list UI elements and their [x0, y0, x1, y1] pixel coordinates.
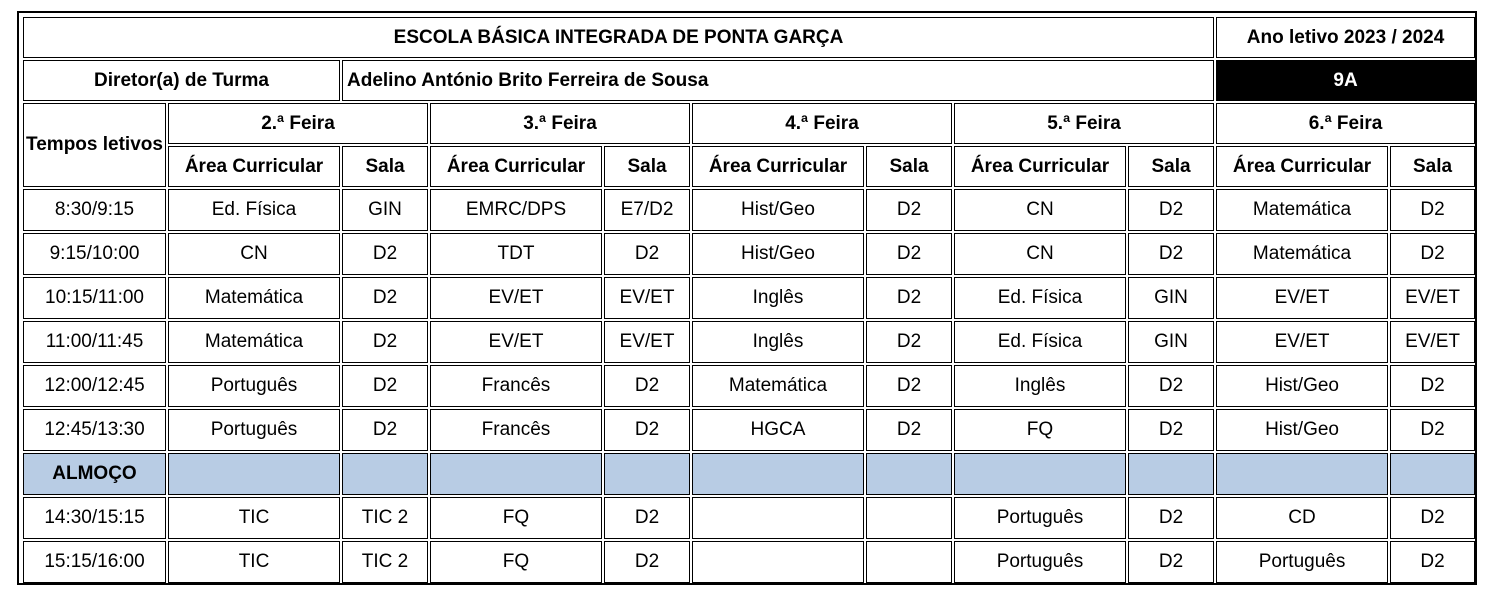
room-cell	[1390, 453, 1475, 495]
subject-cell: FQ	[430, 497, 602, 539]
day-header: 3.ª Feira	[430, 103, 690, 144]
room-cell: EV/ET	[604, 321, 690, 363]
day-header: 4.ª Feira	[692, 103, 952, 144]
subject-cell: CN	[954, 189, 1126, 231]
room-header: Sala	[342, 146, 428, 187]
room-cell: GIN	[1128, 321, 1214, 363]
room-cell: E7/D2	[604, 189, 690, 231]
room-cell	[342, 453, 428, 495]
room-cell	[866, 541, 952, 583]
subject-cell: Matemática	[1216, 189, 1388, 231]
subject-cell: Ed. Física	[168, 189, 340, 231]
subject-cell: TIC	[168, 541, 340, 583]
room-header: Sala	[604, 146, 690, 187]
room-cell: D2	[1390, 233, 1475, 275]
room-cell: D2	[866, 321, 952, 363]
subject-cell: FQ	[430, 541, 602, 583]
room-cell: EV/ET	[1390, 321, 1475, 363]
subject-cell	[430, 453, 602, 495]
room-cell: EV/ET	[604, 277, 690, 319]
subject-cell: HGCA	[692, 409, 864, 451]
room-cell: D2	[866, 365, 952, 407]
area-header: Área Curricular	[430, 146, 602, 187]
time-slot: 9:15/10:00	[23, 233, 166, 275]
room-cell: TIC 2	[342, 541, 428, 583]
subject-cell: Português	[168, 409, 340, 451]
subject-cell: Matemática	[168, 277, 340, 319]
room-cell: TIC 2	[342, 497, 428, 539]
subject-cell	[1216, 453, 1388, 495]
room-cell: D2	[604, 541, 690, 583]
subject-cell: CN	[168, 233, 340, 275]
subject-cell: Português	[954, 541, 1126, 583]
time-slot-row	[23, 321, 1475, 363]
subject-cell: Matemática	[692, 365, 864, 407]
area-header: Área Curricular	[954, 146, 1126, 187]
room-header: Sala	[866, 146, 952, 187]
room-cell: D2	[342, 233, 428, 275]
room-cell: D2	[1128, 497, 1214, 539]
day-header: 6.ª Feira	[1216, 103, 1475, 144]
subject-cell: Português	[954, 497, 1126, 539]
area-header: Área Curricular	[1216, 146, 1388, 187]
room-cell: D2	[1128, 233, 1214, 275]
subject-cell: EV/ET	[1216, 321, 1388, 363]
class-timetable	[21, 15, 1477, 585]
room-header: Sala	[1390, 146, 1475, 187]
room-cell: D2	[604, 497, 690, 539]
director-name: Adelino António Brito Ferreira de Sousa	[342, 60, 1214, 101]
subject-cell: Hist/Geo	[1216, 409, 1388, 451]
subject-cell: EV/ET	[430, 321, 602, 363]
subject-cell: CN	[954, 233, 1126, 275]
subject-cell: Inglês	[692, 277, 864, 319]
subject-cell: FQ	[954, 409, 1126, 451]
area-header: Área Curricular	[692, 146, 864, 187]
room-header: Sala	[1128, 146, 1214, 187]
room-cell: D2	[1390, 497, 1475, 539]
room-cell: D2	[1128, 541, 1214, 583]
day-header: 2.ª Feira	[168, 103, 428, 144]
time-slot: 11:00/11:45	[23, 321, 166, 363]
area-header: Área Curricular	[168, 146, 340, 187]
time-slot: 10:15/11:00	[23, 277, 166, 319]
subject-cell: TDT	[430, 233, 602, 275]
school-name: ESCOLA BÁSICA INTEGRADA DE PONTA GARÇA	[23, 17, 1214, 58]
day-header: 5.ª Feira	[954, 103, 1214, 144]
room-cell: D2	[342, 365, 428, 407]
time-slot: 12:00/12:45	[23, 365, 166, 407]
time-slot-row	[23, 497, 1475, 539]
subject-cell: Hist/Geo	[1216, 365, 1388, 407]
subject-cell: EV/ET	[430, 277, 602, 319]
time-slot: 15:15/16:00	[23, 541, 166, 583]
room-cell: D2	[1390, 409, 1475, 451]
subject-cell: Ed. Física	[954, 277, 1126, 319]
subject-cell: Francês	[430, 365, 602, 407]
subject-cell	[954, 453, 1126, 495]
time-slot-row	[23, 541, 1475, 583]
subject-cell	[692, 497, 864, 539]
time-slot-row	[23, 189, 1475, 231]
room-cell: GIN	[1128, 277, 1214, 319]
schedule-sheet	[17, 11, 1477, 585]
time-slot-row	[23, 365, 1475, 407]
room-cell: D2	[342, 277, 428, 319]
room-cell: D2	[866, 277, 952, 319]
room-cell: D2	[1390, 541, 1475, 583]
room-cell: D2	[1390, 365, 1475, 407]
time-slot-row	[23, 277, 1475, 319]
schedule-body	[23, 189, 1475, 583]
room-cell: D2	[1128, 189, 1214, 231]
room-cell: D2	[342, 321, 428, 363]
subject-cell: Português	[168, 365, 340, 407]
room-cell: D2	[604, 233, 690, 275]
subject-cell: Matemática	[168, 321, 340, 363]
room-cell: D2	[1128, 365, 1214, 407]
subject-cell: Matemática	[1216, 233, 1388, 275]
room-cell: EV/ET	[1390, 277, 1475, 319]
subject-cell: Francês	[430, 409, 602, 451]
subject-cell: EV/ET	[1216, 277, 1388, 319]
subject-cell	[168, 453, 340, 495]
lunch-row	[23, 453, 1475, 495]
room-cell	[604, 453, 690, 495]
director-label: Diretor(a) de Turma	[23, 60, 340, 101]
subject-cell: Ed. Física	[954, 321, 1126, 363]
subject-cell: Inglês	[954, 365, 1126, 407]
time-slot: 8:30/9:15	[23, 189, 166, 231]
time-column-header: Tempos letivos	[23, 103, 166, 187]
subject-cell	[692, 541, 864, 583]
subject-cell: Inglês	[692, 321, 864, 363]
subject-cell: Português	[1216, 541, 1388, 583]
subject-cell: CD	[1216, 497, 1388, 539]
time-slot-row	[23, 233, 1475, 275]
room-cell: D2	[866, 409, 952, 451]
time-slot: 14:30/15:15	[23, 497, 166, 539]
school-year: Ano letivo 2023 / 2024	[1216, 17, 1475, 58]
room-cell	[866, 453, 952, 495]
room-cell: D2	[342, 409, 428, 451]
subject-cell: Hist/Geo	[692, 189, 864, 231]
room-cell: D2	[866, 189, 952, 231]
subject-cell: Hist/Geo	[692, 233, 864, 275]
subject-cell: TIC	[168, 497, 340, 539]
room-cell	[1128, 453, 1214, 495]
room-cell	[866, 497, 952, 539]
room-cell: GIN	[342, 189, 428, 231]
subject-cell: EMRC/DPS	[430, 189, 602, 231]
class-name: 9A	[1216, 60, 1475, 101]
room-cell: D2	[1390, 189, 1475, 231]
subject-cell	[692, 453, 864, 495]
time-slot: 12:45/13:30	[23, 409, 166, 451]
room-cell: D2	[866, 233, 952, 275]
room-cell: D2	[604, 365, 690, 407]
room-cell: D2	[1128, 409, 1214, 451]
room-cell: D2	[604, 409, 690, 451]
lunch-label: ALMOÇO	[23, 453, 166, 495]
time-slot-row	[23, 409, 1475, 451]
